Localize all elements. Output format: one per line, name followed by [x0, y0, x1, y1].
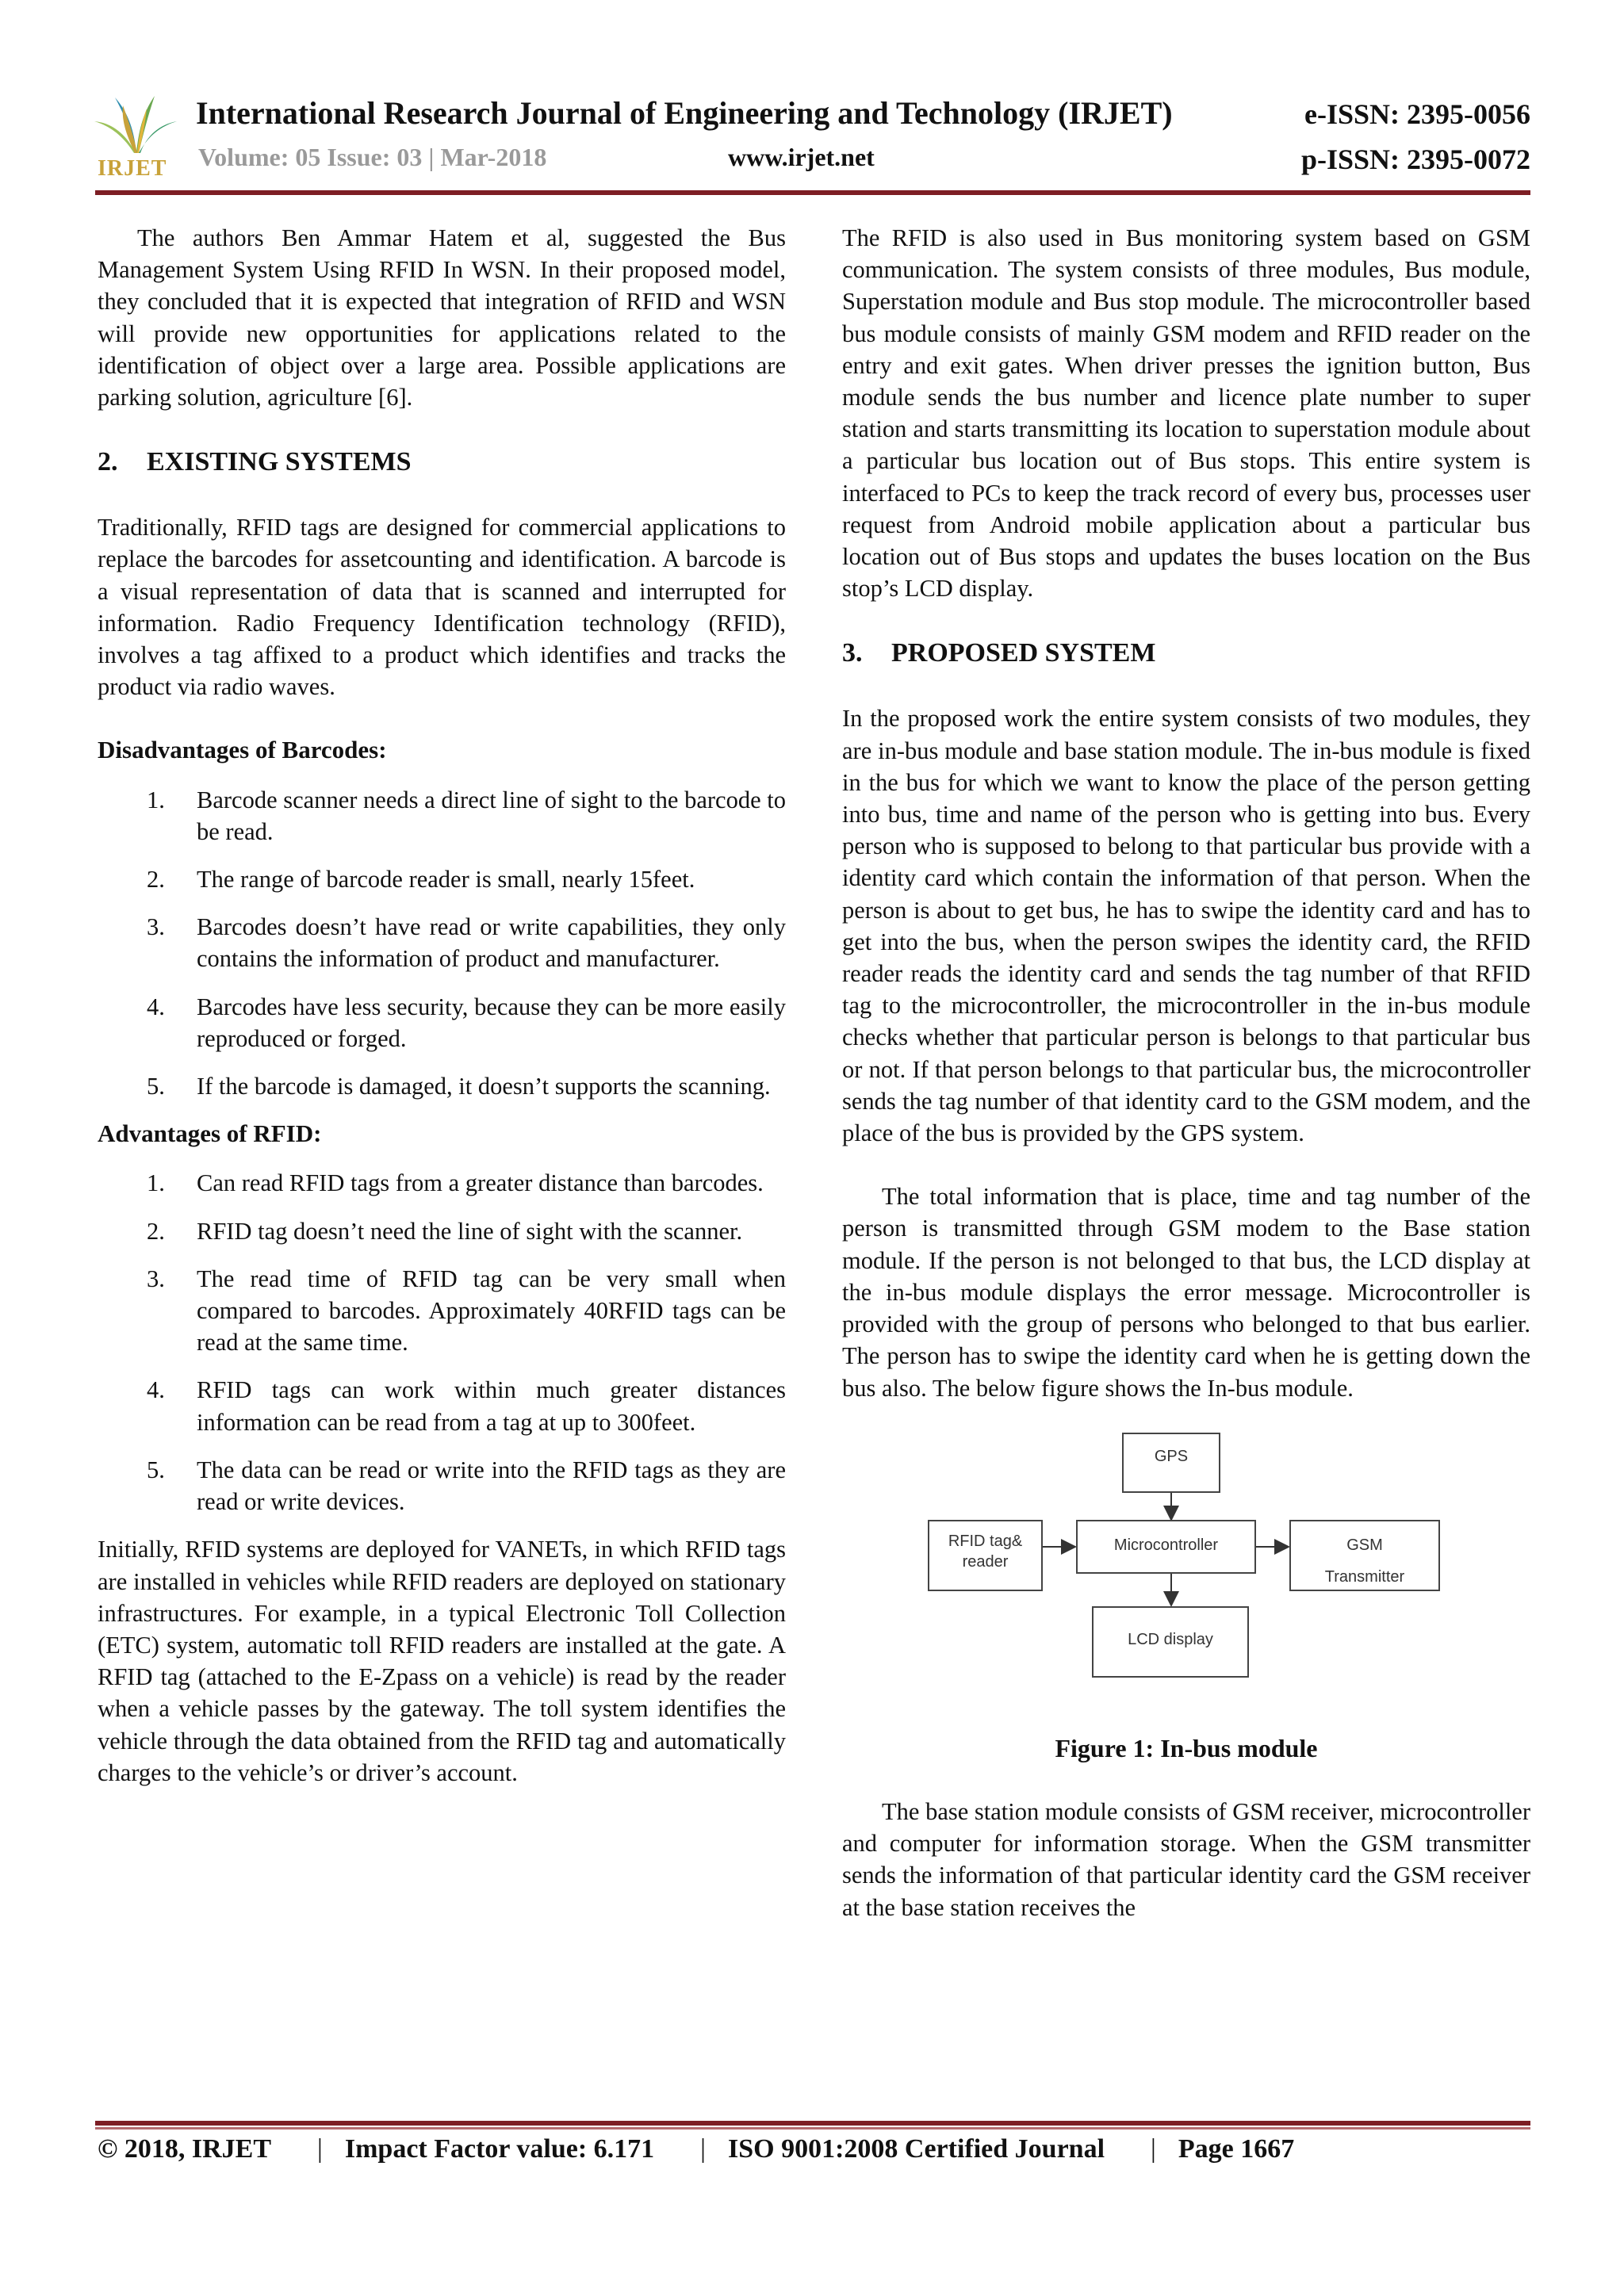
list-text: RFID tag doesn’t need the line of sight with the scanner.	[197, 1217, 743, 1245]
microcontroller-box	[1076, 1520, 1256, 1574]
list-item	[98, 784, 786, 848]
section-heading-existing	[98, 445, 786, 480]
list-number: 5.	[147, 1073, 165, 1100]
list-number: 3.	[147, 913, 165, 941]
list-item	[98, 1374, 786, 1437]
list-item	[98, 863, 786, 895]
list-number: 1.	[147, 786, 165, 813]
list-text: If the barcode is damaged, it doesn’t supports the scanning.	[197, 1073, 771, 1100]
logo-text: IRJET	[98, 156, 167, 181]
website-link[interactable]: www.irjet.net	[728, 143, 875, 171]
rfid-label-2: reader	[962, 1552, 1009, 1571]
in-bus-module-diagram	[842, 1418, 1530, 1728]
right-column	[842, 222, 1530, 1923]
footer-divider-thin	[95, 2127, 1530, 2130]
microcontroller-label: Microcontroller	[1113, 1536, 1219, 1554]
disadvantages-list	[98, 784, 786, 1103]
irjet-logo	[91, 91, 178, 194]
rfid-label-1: RFID tag&	[948, 1532, 1023, 1550]
list-text: The read time of RFID tag can be very small when compared to barcodes. Approximately 40RFID tags can be read at the same time.	[197, 1265, 786, 1357]
footer-separator: |	[317, 2134, 323, 2164]
advantages-list	[98, 1167, 786, 1517]
intro-paragraph: The authors Ben Ammar Hatem et al, suggested the Bus Management System Using RFID In WSN. In their proposed model, they concluded that it is expected that integration of RFID and WSN will provide new opportunities for applications related to the identification of object over a large area. Possible applications are parking solution, agriculture [6].	[98, 224, 786, 411]
list-number: 1.	[147, 1169, 165, 1197]
page-header	[91, 83, 1530, 186]
list-number: 5.	[147, 1456, 165, 1483]
proposed-paragraph-1: In the proposed work the entire system consists of two modules, they are in-bus module and base station module. The in-bus module is fixed in the bus for which we want to know the place of the person getting into bus, time and name of the person who is getting into bus. Every person who is supposed to belong to that particular bus provide with a identity card which contain the information of that person. When the person is about to get bus, he has to swipe the identity card and has to get into the bus, when the person swipes the identity card, the RFID reader reads the identity card and sends the tag number of that RFID tag to the microcontroller, the microcontroller in the in-bus module checks whether that particular person is belongs to that particular bus or not. If that person belongs to that particular bus, the microcontroller sends the tag number of that identity card to the GSM modem, and the place of the bus is provided by the GPS system.	[842, 705, 1530, 1147]
e-issn: e-ISSN: 2395-0056	[1304, 98, 1530, 130]
existing-paragraph: Traditionally, RFID tags are designed for commercial applications to replace the barcodes for assetcounting and identification. A barcode is a visual representation of data that is scanned and interrupted for information. Radio Frequency Identification technology (RFID), involves a tag affixed to a product which identifies and tracks the product via radio waves.	[98, 514, 786, 701]
lcd-label: LCD display	[1128, 1630, 1213, 1648]
list-text: Can read RFID tags from a greater distance than barcodes.	[197, 1169, 764, 1197]
figure-caption: Figure 1: In-bus module	[1055, 1733, 1318, 1762]
section-number: 3.	[842, 638, 863, 668]
irjet-logo-icon	[91, 91, 178, 156]
proposed-paragraph-2: The total information that is place, time and tag number of the person is transmitted through GSM modem to the Base station module. If the person is not belonged to that bus, the LCD display at the in-bus module displays the error message. Microcontroller is provided with the group of persons who belonged to that bus earlier. The person has to swipe the identity card when he is getting down the bus also. The below figure shows the In-bus module.	[842, 1183, 1530, 1402]
list-number: 4.	[147, 993, 165, 1020]
footer-divider	[95, 2121, 1530, 2126]
section-title: PROPOSED SYSTEM	[891, 638, 1156, 668]
gsm-label-2: Transmitter	[1324, 1567, 1405, 1586]
list-number: 4.	[147, 1376, 165, 1404]
disadvantages-heading: Disadvantages of Barcodes:	[98, 736, 387, 764]
footer-separator: |	[700, 2134, 706, 2164]
volume-issue: Volume: 05 Issue: 03 | Mar-2018	[198, 143, 547, 171]
list-item	[98, 911, 786, 974]
list-number: 2.	[147, 1217, 165, 1245]
list-item	[98, 1215, 786, 1247]
list-text: Barcodes doesn’t have read or write capabilities, they only contains the information of product and manufacturer.	[197, 913, 786, 973]
list-item	[98, 1167, 786, 1199]
advantages-heading: Advantages of RFID:	[98, 1119, 322, 1148]
base-station-paragraph: The base station module consists of GSM receiver, microcontroller and computer for information storage. When the GSM transmitter sends the information of that particular identity card the GSM receiver at the base station receives the	[842, 1797, 1530, 1921]
footer-impact-factor: Impact Factor value: 6.171	[344, 2134, 655, 2164]
list-number: 2.	[147, 866, 165, 894]
gps-label: GPS	[1154, 1447, 1189, 1465]
footer-iso: ISO 9001:2008 Certified Journal	[727, 2134, 1105, 2164]
list-item	[98, 1454, 786, 1517]
list-text: The data can be read or write into the RFID tags as they are read or write devices.	[197, 1456, 786, 1516]
footer-copyright: © 2018, IRJET	[98, 2134, 272, 2164]
p-issn: p-ISSN: 2395-0072	[1300, 144, 1530, 175]
list-text: The range of barcode reader is small, nearly 15feet.	[197, 866, 695, 894]
section-heading-proposed	[842, 636, 1530, 671]
rfid-reader-box	[928, 1520, 1043, 1591]
footer-page-number: Page 1667	[1178, 2134, 1295, 2164]
vanet-paragraph: Initially, RFID systems are deployed for VANETs, in which RFID tags are installed in vehicles while RFID readers are deployed on stationary infrastructures. For example, in a typical Electronic Toll Collection (ETC) system, automatic toll RFID readers are installed at the gate. A RFID tag (attached to the E-Zpass on a vehicle) is read by the reader when a vehicle passes by the gateway. The toll system identifies the vehicle through the data obtained from the RFID tag and automatically charges to the vehicle’s or driver’s account.	[98, 1536, 786, 1786]
section-title: EXISTING SYSTEMS	[147, 447, 412, 477]
list-text: Barcodes have less security, because they can be more easily reproduced or forged.	[197, 993, 786, 1052]
footer-separator: |	[1151, 2134, 1156, 2164]
list-item	[98, 1263, 786, 1359]
list-item	[98, 1070, 786, 1102]
gsm-label-1: GSM	[1346, 1536, 1383, 1554]
page-footer	[98, 2134, 1294, 2164]
lcd-display-box	[1092, 1606, 1249, 1678]
left-column	[98, 222, 786, 1789]
header-divider	[95, 190, 1530, 195]
list-number: 3.	[147, 1265, 165, 1292]
gsm-transmitter-box	[1289, 1520, 1440, 1591]
gps-box	[1122, 1433, 1220, 1493]
section-number: 2.	[98, 447, 118, 477]
list-text: RFID tags can work within much greater distances information can be read from a tag at up to 300feet.	[197, 1376, 786, 1436]
journal-title: International Research Journal of Engineering and Technology (IRJET)	[196, 95, 1173, 131]
list-text: Barcode scanner needs a direct line of sight to the barcode to be read.	[197, 786, 786, 845]
gsm-paragraph: The RFID is also used in Bus monitoring system based on GSM communication. The system consists of three modules, Bus module, Superstation module and Bus stop module. The microcontroller based bus module consists of mainly GSM modem and RFID reader on the entry and exit gates. When driver presses the ignition button, Bus module sends the bus number and licence plate number to super station and starts transmitting its location to superstation module about a particular bus location out of Bus stops. This entire system is interfaced to PCs to keep the track record of every bus, processes user request from Android mobile application about a particular bus location out of Bus stops and updates the buses location on the Bus stop’s LCD display.	[842, 224, 1530, 603]
list-item	[98, 991, 786, 1054]
